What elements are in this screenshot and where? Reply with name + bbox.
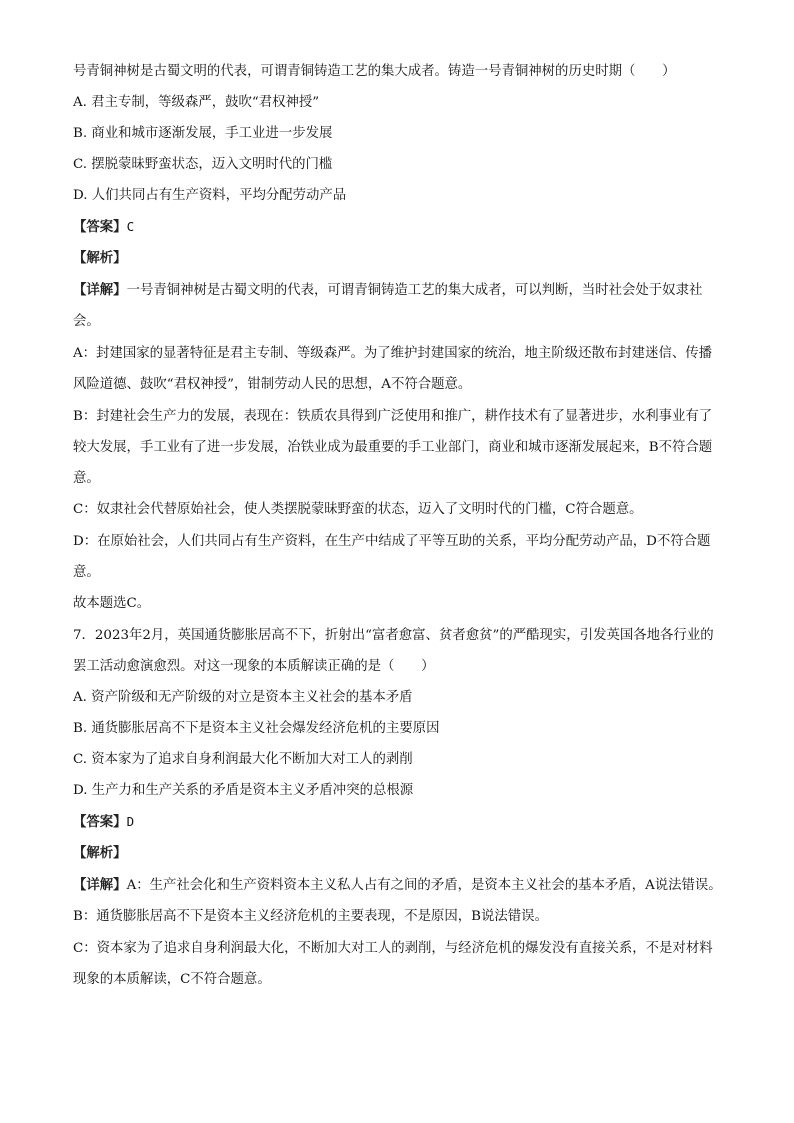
q6-analysis-line	[73, 249, 725, 269]
q6-conclusion: 故本题选C。	[73, 596, 151, 611]
q7-option-b: B. 通货膨胀居高不下是资本主义社会爆发经济危机的主要原因	[73, 721, 440, 736]
q7-option-d: D. 生产力和生产关系的矛盾是资本主义矛盾冲突的总根源	[73, 783, 414, 798]
q7-explanation-b: B：通货膨胀居高不下是资本主义经济危机的主要表现，不是原因，B说法错误。	[73, 909, 548, 924]
q7-detail-tag: 【详解】	[73, 878, 127, 893]
q7-analysis-tag: 【解析】	[73, 846, 127, 861]
q6-detail-line	[73, 275, 725, 337]
q6-explanation-c: C：奴隶社会代替原始社会，使人类摆脱蒙昧野蛮的状态，迈入了文明时代的门槛，C符合题意。	[73, 502, 643, 517]
q7-analysis-line	[73, 844, 725, 864]
q7-detail-line	[73, 870, 725, 901]
q6-explanation-d: D：在原始社会，人们共同占有生产资料，在生产中结成了平等互助的关系，平均分配劳动产品，D不符合题意。	[73, 534, 711, 580]
q6-stem: 号青铜神树是古蜀文明的代表，可谓青铜铸造工艺的集大成者。铸造一号青铜神树的历史时期（ ）	[73, 64, 676, 79]
q6-detail-tag: 【详解】	[73, 283, 127, 298]
q7-answer-value: D	[126, 814, 135, 829]
q6-option-a: A. 君主专制，等级森严，鼓吹“君权神授”	[73, 95, 320, 110]
q6-detail-text: 一号青铜神树是古蜀文明的代表，可谓青铜铸造工艺的集大成者，可以判断，当时社会处于奴隶社会。	[73, 283, 703, 329]
q6-answer-line	[73, 217, 725, 238]
q7-stem: 7．2023年2月，英国通货膨胀居高不下，折射出“富者愈富、贫者愈贫”的严酷现实，引发英国各地各行业的罢工活动愈演愈烈。对这一现象的本质解读正确的是（ ）	[73, 628, 714, 674]
q7-option-c: C. 资本家为了追求自身利润最大化不断加大对工人的剥削	[73, 752, 413, 767]
q7-answer-line	[73, 812, 725, 833]
q6-explanation-a: A：封建国家的显著特征是君主专制、等级森严。为了维护封建国家的统治，地主阶级还散布封建迷信、传播风险道德、鼓吹“君权神授”，钳制劳动人民的思想，A不符合题意。	[73, 346, 713, 392]
q6-option-d: D. 人们共同占有生产资料，平均分配劳动产品	[73, 188, 347, 203]
q7-option-a: A. 资产阶级和无产阶级的对立是资本主义社会的基本矛盾	[73, 690, 413, 705]
q6-option-b: B. 商业和城市逐渐发展，手工业进一步发展	[73, 126, 333, 141]
q6-option-c: C. 摆脱蒙昧野蛮状态，迈入文明时代的门槛	[73, 157, 333, 172]
q7-answer-tag: 【答案】	[73, 815, 127, 830]
document-content	[73, 62, 725, 1001]
q6-answer-value: C	[126, 219, 135, 234]
q6-answer-tag: 【答案】	[73, 220, 127, 235]
q7-explanation-c: C：资本家为了追求自身利润最大化，不断加大对工人的剥削，与经济危机的爆发没有直接关系，不是对材料现象的本质解读，C不符合题意。	[73, 941, 713, 987]
q7-detail-text: A：生产社会化和生产资料资本主义私人占有之间的矛盾，是资本主义社会的基本矛盾，A说法错误。	[126, 878, 722, 893]
q6-analysis-tag: 【解析】	[73, 251, 127, 266]
q6-explanation-b: B：封建社会生产力的发展，表现在：铁质农具得到广泛使用和推广，耕作技术有了显著进步，水利事业有了较大发展，手工业有了进一步发展，冶铁业成为最重要的手工业部门，商业和城市逐渐发展起来，B不符合题意。	[73, 409, 713, 486]
